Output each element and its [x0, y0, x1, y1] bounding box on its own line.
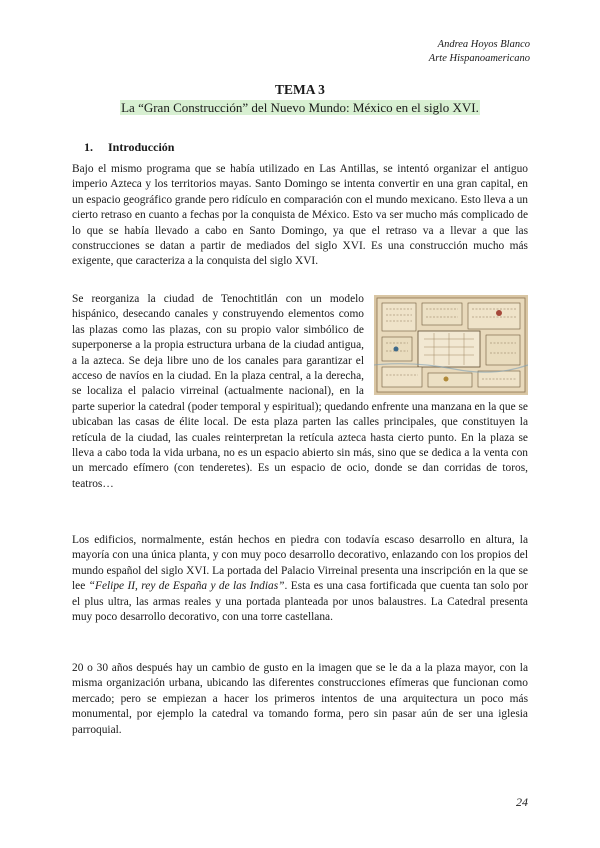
section-heading [84, 140, 174, 155]
paragraph-2-text: Se reorganiza la ciudad de Tenochtitlán con un modelo hispánico, desecando canales y construyendo elementos como las plazas como las plazas, con su propio valor simbólico de superponerse a la propia estructura urbana de la ciudad antigua, a la azteca. Se deja libre uno de los canales para garantizar el acceso de navíos en la ciudad. En la plaza central, a la derecha, se localiza el palacio virreinal (actualmente nacional), en la parte superior la catedral (poder temporal y espiritual); quedando enfrente una manzana en la que se ubicaban las casas de élite local. De esta plaza parten las calles principales, que constituyen la retícula de la ciudad, las cuales reinterpretan la retícula azteca hasta cierto punto. En la plaza se lleva a cabo toda la vida urbana, no es un espacio abierto sin más, sino que se dedica a la venta con un mercado efímero (con tenderetes). Es un espacio de ocio, donde se dan corridas de toros, teatros… [72, 293, 528, 490]
tema-title: TEMA 3 [275, 82, 325, 97]
header-author: Andrea Hoyos Blanco [437, 39, 530, 50]
header-course: Arte Hispanoamericano [428, 53, 530, 64]
paragraph-3 [72, 533, 528, 625]
paragraph-3-text-end: . Esta es una casa fortificada que cuenta tan solo por el plus ultra, las armas reales y una portada planteada por unos balaustres. La Catedral presenta muy poco desarrollo decorativo, con una torre castellana. [72, 580, 528, 624]
section-number: 1. [84, 140, 93, 154]
paragraph-4: 20 o 30 años después hay un cambio de gusto en la imagen que se le da a la plaza mayor, con la misma organización urbana, ubicando las diferentes construcciones efímeras que funcionan como mercado; pero se empiezan a hacer los primeros intentos de una arquitectura un poco más monumental, por ejemplo la catedral va tomando forma, pero sin pasar aún de ser una iglesia parroquial. [72, 662, 528, 736]
paragraph-2-block [72, 292, 528, 492]
subtitle-text: La “Gran Construcción” del Nuevo Mundo: México en el siglo XVI. [121, 100, 479, 115]
paragraph-1: Bajo el mismo programa que se había utilizado en Las Antillas, se intentó organizar el antiguo imperio Azteca y los territorios mayas. Santo Domingo se intenta convertir en una gran capital, en un espacio geográfico grande pero ridículo en comparación con el mundo mexicano. Esto lleva a un cierto retraso en cuanto a fechas por la conquista de México. Esto va ser mucho más complicado de lo que se había llevado a cabo en Santo Domingo, ya que el retraso va a llevar a que las construcciones se datan a partir de mediados del siglo XVI. Es una construcción mucho más exigente, que caracteriza a la conquista del siglo XVI. [72, 163, 528, 268]
paragraph-3-text-start: Los edificios, normalmente, están hechos en piedra con todavía escaso desarrollo en altura, la mayoría con una única planta, y con muy poco desarrollo decorativo, enlazando con los propios del mundo español del siglo XVI. La portada del Palacio Virreinal presenta una inscripción en la que se lee [72, 534, 528, 593]
section-label: Introducción [108, 140, 175, 154]
plaza-map-figure [374, 295, 528, 395]
chapter-subtitle [0, 100, 600, 116]
inscription-quote: “Felipe II, rey de España y de las Indias” [88, 580, 285, 593]
page-number: 24 [516, 795, 528, 809]
